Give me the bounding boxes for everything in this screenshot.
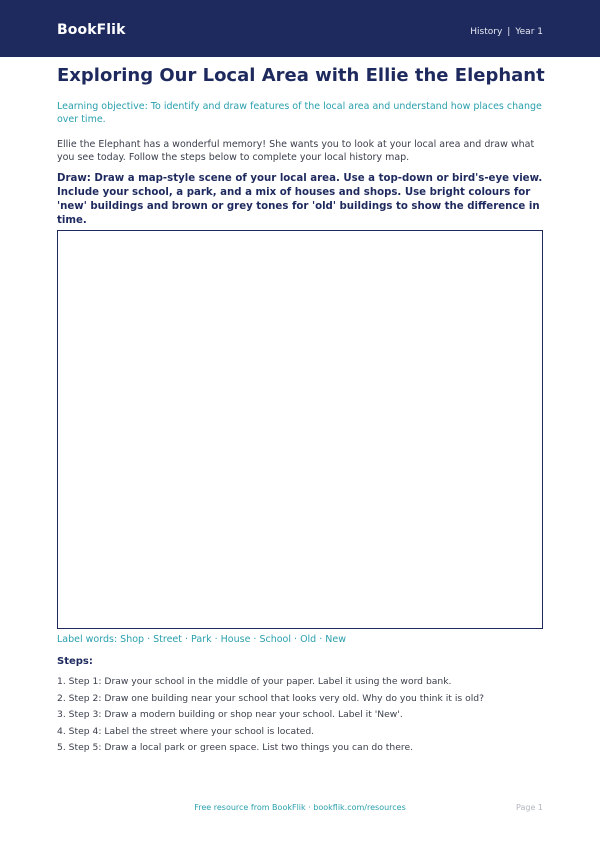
- brand-logo[interactable]: BookFlik: [57, 22, 126, 38]
- step-item: 1. Step 1: Draw your school in the middle of your paper. Label it using the word bank.: [57, 676, 452, 687]
- draw-instruction: Draw: Draw a map-style scene of your local area. Use a top-down or bird's-eye view. Include your school, a park, and a mix of houses and shops. Use bright colours for 'new' buildings and brown or grey tones for 'old' buildings to show the difference in time.: [57, 173, 543, 226]
- step-item: 2. Step 2: Draw one building near your school that looks very old. Why do you think it is old?: [57, 692, 484, 704]
- step-item: 4. Step 4: Label the street where your school is located.: [57, 725, 315, 737]
- page-title: Exploring Our Local Area with Ellie the Elephant: [57, 65, 545, 86]
- learning-objective: Learning objective: To identify and draw features of the local area and understand how places change over time.: [57, 101, 542, 125]
- step-item: 3. Step 3: Draw a modern building or shop near your school. Label it 'New'.: [57, 709, 403, 720]
- header-bar: [0, 0, 600, 57]
- step-item: 5. Step 5: Draw a local park or green space. List two things you can do there.: [57, 742, 414, 753]
- drawing-area[interactable]: [57, 230, 543, 629]
- meta-separator: |: [507, 27, 511, 37]
- intro-paragraph: Ellie the Elephant has a wonderful memory! She wants you to look at your local area and draw what you see today. Follow the steps below to complete your local history map.: [57, 139, 535, 163]
- steps-heading: Steps:: [57, 656, 93, 667]
- header-meta: [470, 27, 543, 37]
- label-word-bank: Label words: Shop · Street · Park · House · School · Old · New: [57, 634, 346, 645]
- subject-label: History: [470, 27, 503, 37]
- steps-list: [57, 675, 547, 758]
- footer-resource-link[interactable]: Free resource from BookFlik · bookflik.com/resources: [194, 803, 406, 812]
- page-number: Page 1: [516, 803, 543, 812]
- year-label: Year 1: [515, 27, 543, 37]
